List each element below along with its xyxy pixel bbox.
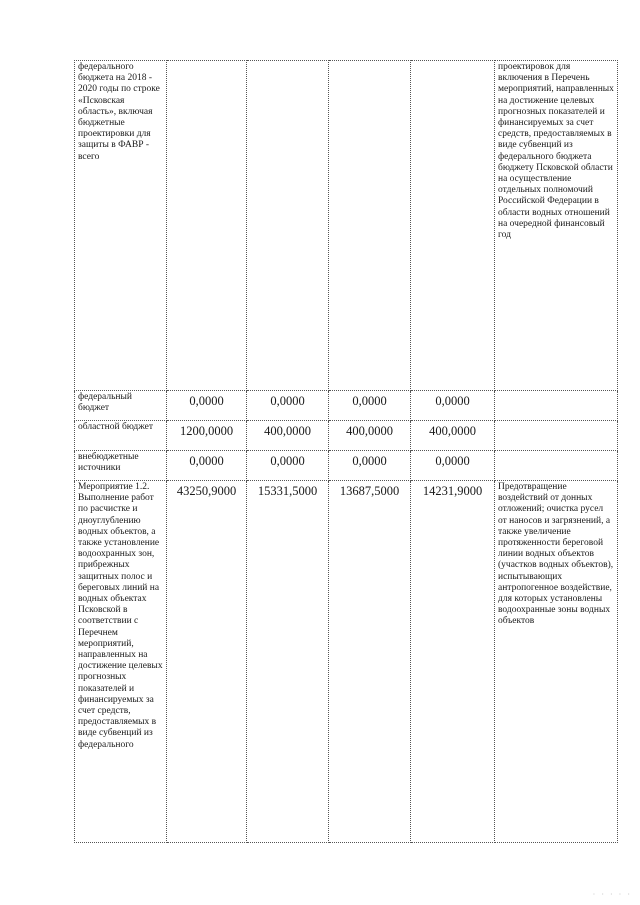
table-row [75, 391, 618, 421]
value-cell: 0,0000 [329, 451, 411, 481]
value-cell: 0,0000 [247, 451, 329, 481]
table-row [75, 451, 618, 481]
value-cell: 1200,0000 [167, 421, 247, 451]
row-label: федеральный бюджет [75, 391, 167, 421]
row-note [495, 421, 618, 451]
row-label: областной бюджет [75, 421, 167, 451]
value-cell [247, 61, 329, 391]
value-cell: 0,0000 [247, 391, 329, 421]
row-note: Предотвращение воздействий от донных отложений; очистка русел от наносов и загрязнений, а также увеличение протяженности береговой линии водных объектов (участков водных объектов), испытывающих антропогенное воздействие, для которых установлены водоохранные зоны водных объектов [495, 481, 618, 843]
row-label: внебюджетные источники [75, 451, 167, 481]
value-cell: 400,0000 [411, 421, 495, 451]
program-table [74, 60, 618, 843]
value-cell [329, 61, 411, 391]
value-cell: 400,0000 [247, 421, 329, 451]
value-cell: 0,0000 [167, 391, 247, 421]
table-row [75, 481, 618, 843]
value-cell: 13687,5000 [329, 481, 411, 843]
value-cell: 15331,5000 [247, 481, 329, 843]
value-cell: 0,0000 [411, 391, 495, 421]
value-cell [167, 61, 247, 391]
row-note: проектировок для включения в Перечень мероприятий, направленных на достижение целевых прогнозных показателей и финансируемых за счет средств, предоставляемых в виде субвенций из федерального бюджета бюджету Псковской области на осуществление отдельных полномочий Российской Федерации в области водных отношений на очередной финансовый год [495, 61, 618, 391]
table-row [75, 421, 618, 451]
value-cell [411, 61, 495, 391]
row-note [495, 391, 618, 421]
row-label: федерального бюджета на 2018 - 2020 годы по строке «Псковская область», включая бюджетные проектировки для защиты в ФАВР - всего [75, 61, 167, 391]
value-cell: 0,0000 [411, 451, 495, 481]
row-note [495, 451, 618, 481]
value-cell: 43250,9000 [167, 481, 247, 843]
value-cell: 0,0000 [167, 451, 247, 481]
value-cell: 14231,9000 [411, 481, 495, 843]
row-label: Мероприятие 1.2. Выполнение работ по расчистке и дноуглублению водных объектов, а также установление водоохранных зон, прибрежных защитных полос и береговых линий на водных объектах Псковской в соответствии с Перечнем мероприятий, направленных на достижение целевых прогнозных показателей и финансируемых за счет средств, предоставляемых в виде субвенций из федерального [75, 481, 167, 843]
table-row [75, 61, 618, 391]
scan-artifact: · · · · · [592, 890, 632, 899]
value-cell: 0,0000 [329, 391, 411, 421]
value-cell: 400,0000 [329, 421, 411, 451]
